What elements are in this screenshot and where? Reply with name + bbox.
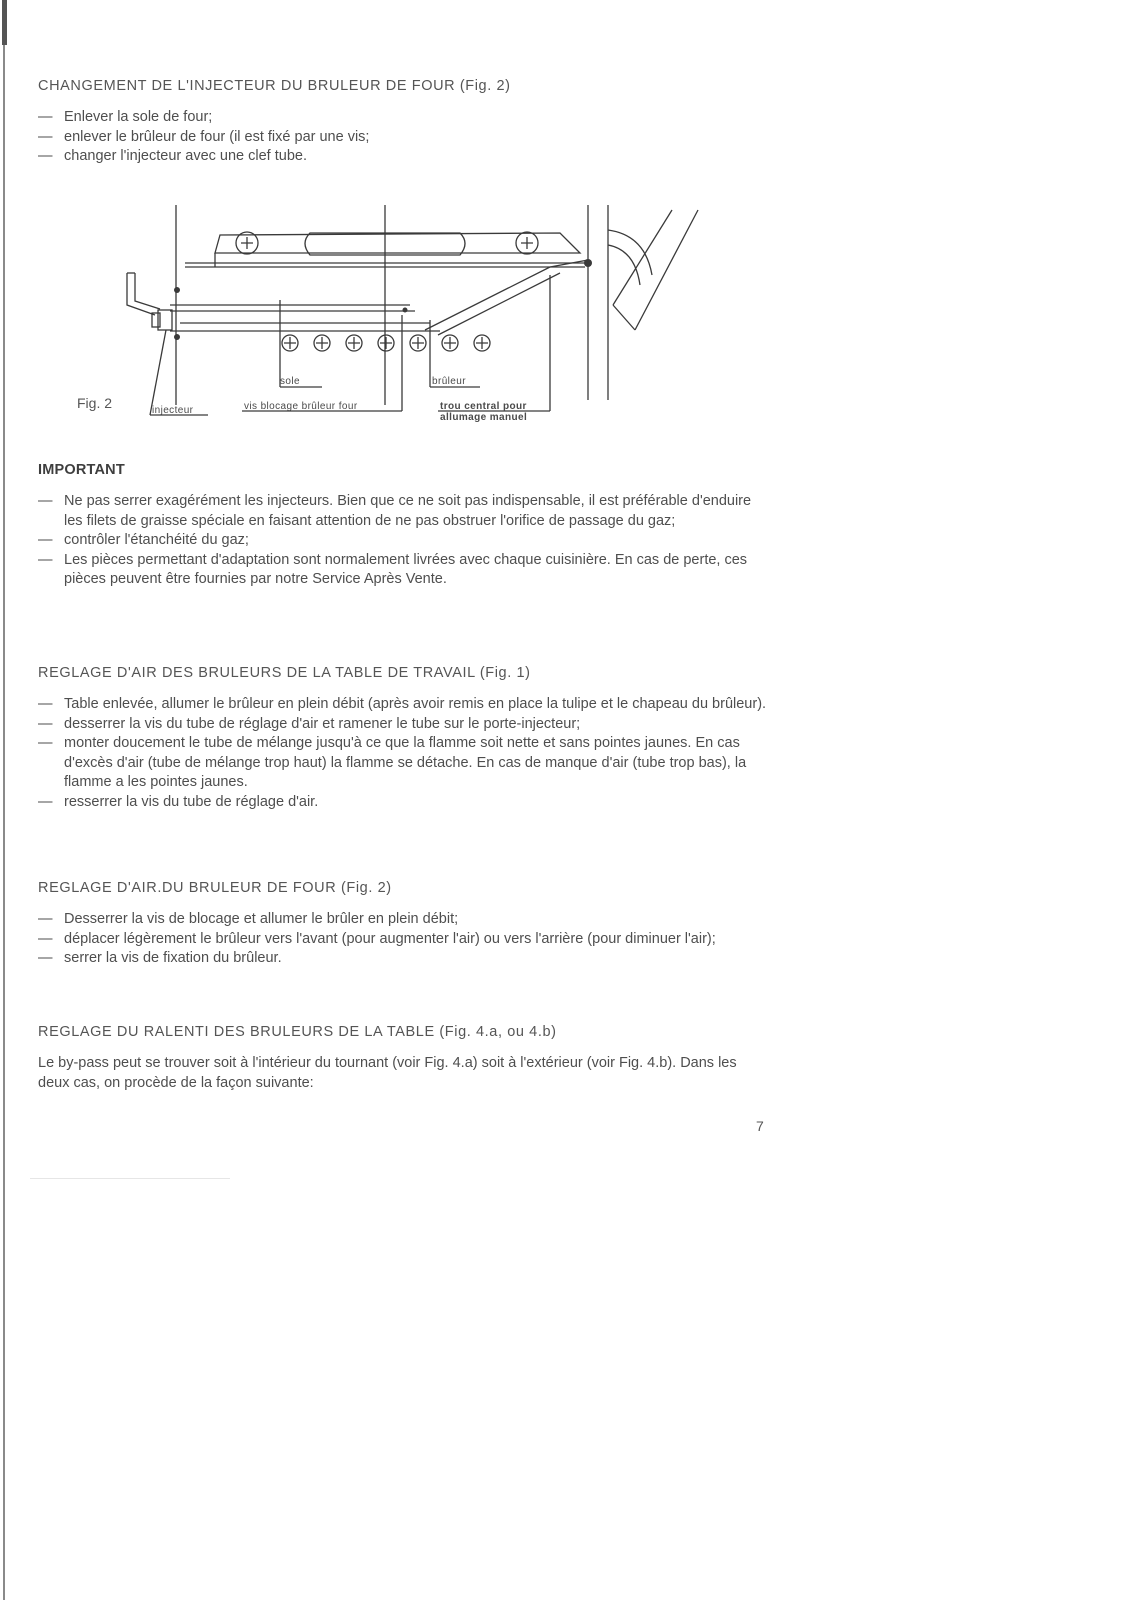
- section-title: REGLAGE DU RALENTI DES BRULEURS DE LA TABLE (Fig. 4.a, ou 4.b): [38, 1024, 557, 1040]
- section-title: IMPORTANT: [38, 462, 125, 478]
- list-item: — contrôler l'étanchéité du gaz;: [38, 531, 768, 551]
- list-item: — Ne pas serrer exagérément les injecteurs. Bien que ce ne soit pas indispensable, il est préférable d'enduire les filets de graisse spéciale en faisant attention de ne pas obstruer l'orifice de passage du gaz;: [38, 492, 768, 531]
- section-important: [38, 462, 768, 590]
- page-edge-mark: [2, 0, 7, 45]
- instruction-list: [38, 108, 768, 167]
- list-item: — Table enlevée, allumer le brûleur en plein débit (après avoir remis en place la tulipe et le chapeau du brûleur).: [38, 695, 768, 715]
- section-title: REGLAGE D'AIR.DU BRULEUR DE FOUR (Fig. 2): [38, 880, 392, 896]
- instruction-list: [38, 695, 768, 812]
- label-injecteur: injecteur: [152, 405, 194, 416]
- instruction-list: [38, 492, 768, 590]
- list-item: — changer l'injecteur avec une clef tube.: [38, 147, 768, 167]
- list-item: — Enlever la sole de four;: [38, 108, 768, 128]
- label-sole: sole: [280, 376, 300, 387]
- list-item: — enlever le brûleur de four (il est fixé par une vis;: [38, 128, 768, 148]
- list-item: — Les pièces permettant d'adaptation sont normalement livrées avec chaque cuisinière. En cas de perte, ces pièces peuvent être fournies par notre Service Après Vente.: [38, 551, 768, 590]
- list-item: — monter doucement le tube de mélange jusqu'à ce que la flamme soit nette et sans pointes jaunes. En cas d'excès d'air (tube de mélange trop haut) la flamme se détache. En cas de manque d'air (tube trop bas), la flamme a les pointes jaunes.: [38, 734, 768, 793]
- paragraph: Le by-pass peut se trouver soit à l'intérieur du tournant (voir Fig. 4.a) soit à l'extérieur (voir Fig. 4.b). Dans les deux cas, on procède de la façon suivante:: [38, 1055, 737, 1091]
- section-title: REGLAGE D'AIR DES BRULEURS DE LA TABLE DE TRAVAIL (Fig. 1): [38, 665, 531, 681]
- label-allumage: allumage manuel: [440, 412, 528, 423]
- page-edge-line: [3, 0, 5, 1600]
- section-idle-table: [38, 1024, 768, 1093]
- list-item: — déplacer légèrement le brûleur vers l'avant (pour augmenter l'air) ou vers l'arrière (pour diminuer l'air);: [38, 930, 768, 950]
- list-item: — resserrer la vis du tube de réglage d'air.: [38, 793, 768, 813]
- label-bruleur: brûleur: [432, 376, 466, 387]
- figure-caption: Fig. 2: [77, 395, 113, 411]
- section-title: CHANGEMENT DE L'INJECTEUR DU BRULEUR DE FOUR (Fig. 2): [38, 78, 511, 94]
- figure-2: [60, 205, 780, 445]
- label-vis-blocage: vis blocage brûleur four: [244, 401, 358, 412]
- section-injector-change: [38, 78, 768, 167]
- list-item: — desserrer la vis du tube de réglage d'air et ramener le tube sur le porte-injecteur;: [38, 715, 768, 735]
- page-number: 7: [756, 1118, 764, 1134]
- instruction-list: [38, 910, 768, 969]
- section-air-oven: [38, 880, 768, 969]
- list-item: — serrer la vis de fixation du brûleur.: [38, 949, 768, 969]
- list-item: — Desserrer la vis de blocage et allumer le brûler en plein débit;: [38, 910, 768, 930]
- scan-smudge: [30, 1178, 230, 1179]
- label-trou-central: trou central pour: [440, 401, 527, 412]
- section-air-table: [38, 665, 768, 812]
